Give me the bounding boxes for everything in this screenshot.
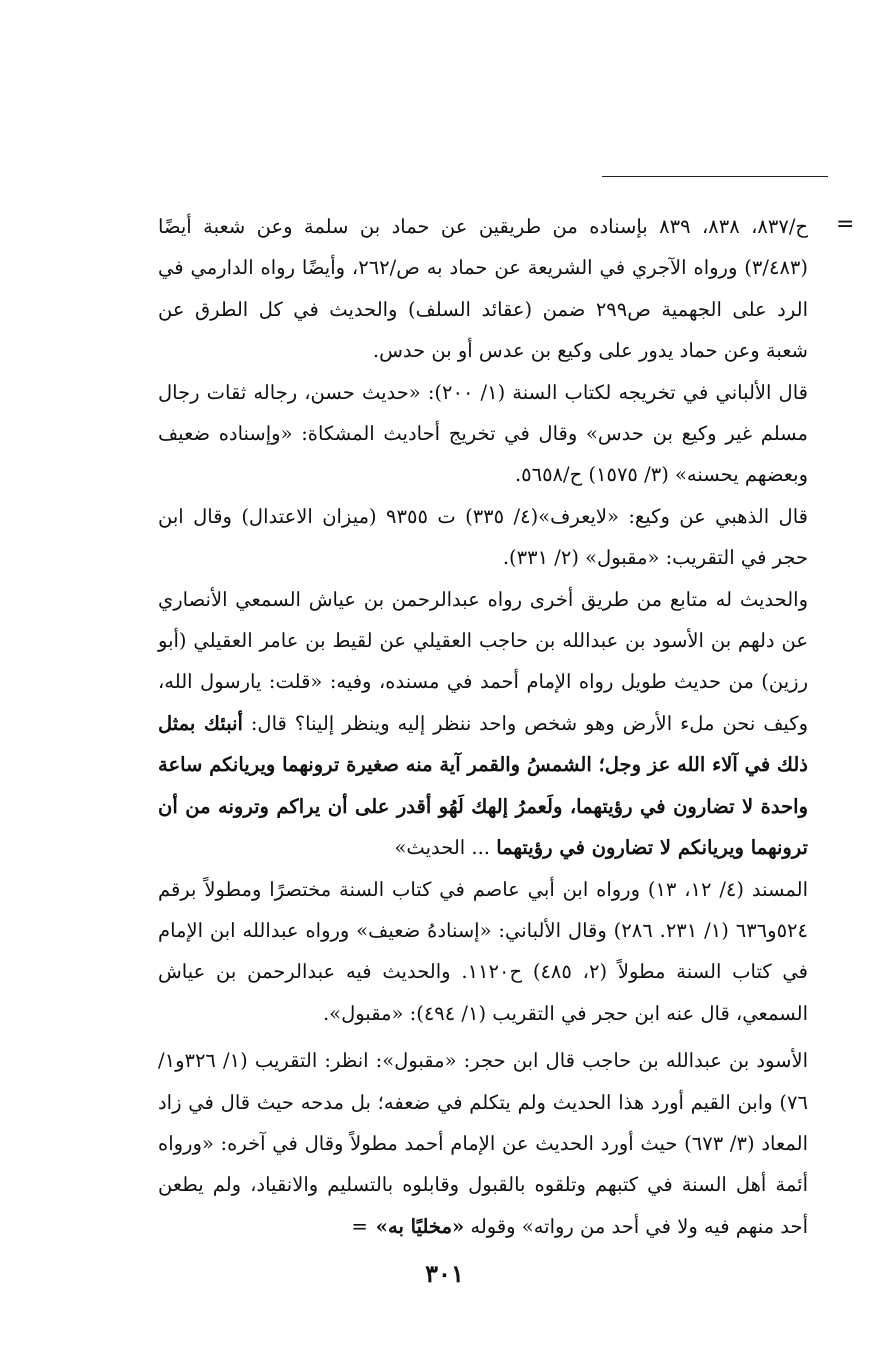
mutaba-intro-text: والحديث له متابع من طريق أخرى رواه عبدالرحمن بن عياش السمعي الأنصاري عن دلهم بن الأسود بن عبدالله بن حاجب العقيلي عن لقيط بن عامر العقيلي (أبو رزين) من حديث طويل رواه الإمام أحمد في مسنده، وفيه: «قلت: يارسول الله، وكيف نحن ملء الأرض وهو شخص واحد ننظر إليه وينظر إلينا؟ قال: <box>158 587 808 735</box>
hadith-bold-quote: أنبئك بمثل ذلك في آلاء الله عز وجل؛ الشمسُ والقمر آية منه صغيرة ترونهما ويريانكم ساعة واحدة لا تضارون في رؤيتهما، ولَعمرُ إلهك لَهُو أقدر على أن يراكم وترونه من أن ترونهما ويريانكم لا تضارون في رؤيتهما <box>158 711 808 860</box>
paragraph-mutaba-hadith <box>158 579 808 869</box>
paragraph-musnad-references: المسند (٤/ ١٢، ١٣) ورواه ابن أبي عاصم في كتاب السنة مختصرًا ومطولاً برقم ٥٢٤و٦٣٦ (١/ ٢٣١. ٢٨٦) وقال الألباني: «إسنادهُ ضعيف» ورواه عبدالله ابن الإمام في كتاب السنة مطولاً (٢، ٤٨٥) ح١١٢٠. والحديث فيه عبدالرحمن بن عياش السمعي، قال عنه ابن حجر في التقريب (١/ ٤٩٤): «مقبول». <box>158 877 808 1025</box>
footnote-text <box>158 206 808 1247</box>
hadith-quote-tail: ... الحديث» <box>394 836 490 860</box>
continuation-mark-start: = <box>836 212 855 237</box>
footnote-separator-rule <box>602 176 828 177</box>
aswad-text: الأسود بن عبدالله بن حاجب قال ابن حجر: «مقبول»: انظر: التقريب (١/ ٣٢٦و١/ ٧٦) وابن القيم أورد هذا الحديث ولم يتكلم في ضعفه؛ بل مدحه حيث قال في زاد المعاد (٣/ ٦٧٣) حيث أورد الحديث عن الإمام أحمد مطولاً وقال في آخره: «ورواه أئمة أهل السنة في كتبهم وتلقوه بالقبول وقابلوه بالتسليم والانقياد، ولم يطعن أحد منهم فيه ولا في أحد من رواته» وقوله <box>158 1049 808 1238</box>
paragraph-aswad-ibn-abdullah <box>158 1040 808 1247</box>
paragraph-dhahabi-waki: قال الذهبي عن وكيع: «لايعرف»(٤/ ٣٣٥) ت ٩٣٥٥ (ميزان الاعتدال) وقال ابن حجر في التقريب: «مقبول» (٢/ ٣٣١). <box>158 504 808 570</box>
continuation-mark-end: = <box>351 1214 368 1238</box>
paragraph-isnad-sources: ح/٨٣٧، ٨٣٨، ٨٣٩ بإسناده من طريقين عن حماد بن سلمة وعن شعبة أيضًا (٣/٤٨٣) ورواه الآجري في الشريعة عن حماد به ص/٢٦٢، وأيضًا رواه الدارمي في الرد على الجهمية ص٢٩٩ ضمن (عقائد السلف) والحديث في كل الطرق عن شعبة وعن حماد يدور على وكيع بن عدس أو بن حدس. <box>158 215 808 363</box>
mukhliyan-bihi-phrase: «مخليًا به» <box>375 1214 465 1238</box>
paragraph-albani-grading: قال الألباني في تخريجه لكتاب السنة (١/ ٢٠٠): «حديث حسن، رجاله ثقات رجال مسلم غير وكيع بن حدس» وقال في تخريج أحاديث المشكاة: «وإسناده ضعيف وبعضهم يحسنه» (٣/ ١٥٧٥) ح/٥٦٥٨. <box>158 380 808 487</box>
page-number: ٣٠١ <box>425 1259 464 1288</box>
